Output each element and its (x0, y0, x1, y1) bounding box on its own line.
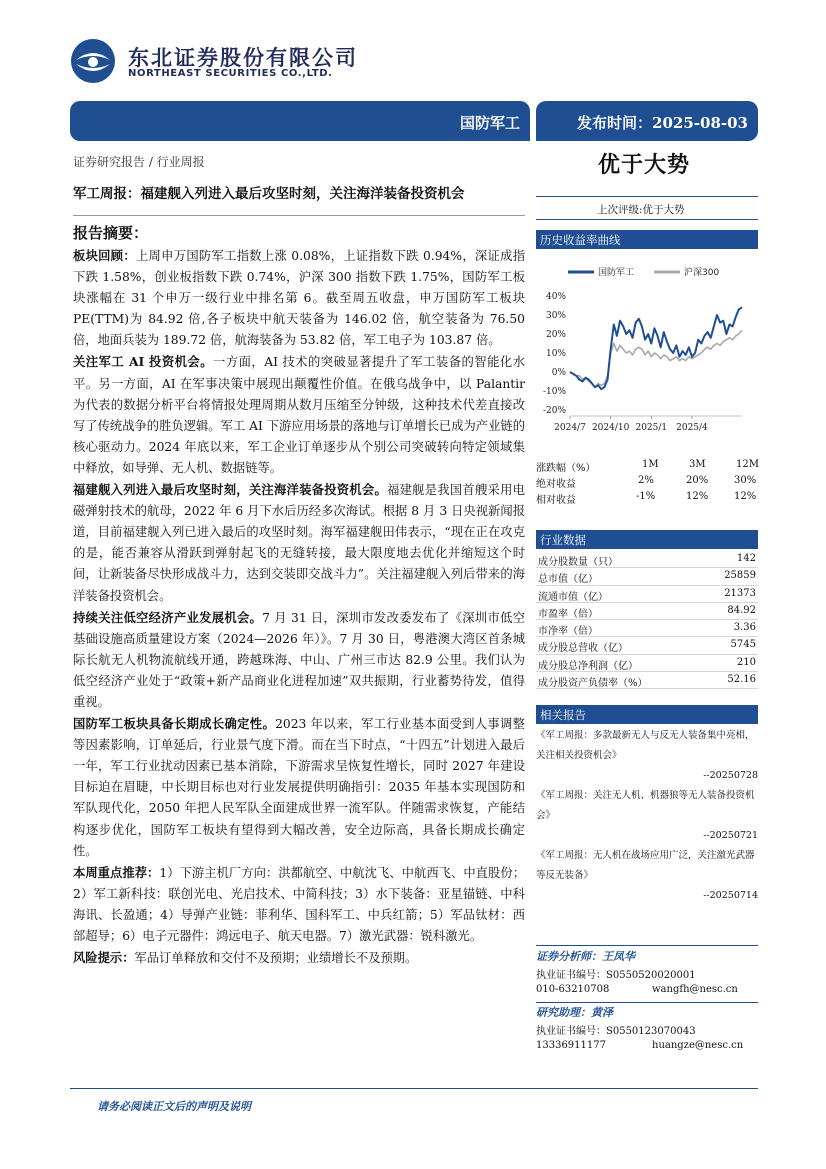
divider (536, 1002, 758, 1003)
paragraph-lead: 本周重点推荐： (73, 864, 160, 880)
x-tick-label: 2024/7 (554, 423, 586, 433)
paragraph (73, 479, 525, 607)
market-value: 21373 (724, 587, 756, 599)
publish-date: 发布时间：2025-08-03 (577, 114, 748, 132)
analyst-name: 证券分析师：王凤华 (536, 950, 635, 963)
related-report-date: --20250714 (703, 890, 758, 901)
performance-value: 30% (734, 475, 757, 486)
y-tick-label: 40% (545, 292, 566, 302)
paragraph-text: 福建舰是我国首艘采用电磁弹射技术的航母，2022 年 6 月下水后历经多次海试。根据 8 月 3 日央视新闻报道，目前福建舰入列已进入最后的攻坚时刻。海军福建舰田伟表示，“现在正在攻克的是，能否兼容从滑跃到弹射起飞的无缝转接，最大限度地去优化并缩短这个时间，让新装备尽快形成战斗力，达到交装即交战斗力”。关注福建舰入列后带来的海洋装备投资机会。 (73, 483, 525, 603)
previous-rating: 上次评级:优于大势 (597, 204, 685, 216)
related-report-date: --20250721 (703, 830, 758, 841)
related-report-link[interactable]: 《军工周报：无人机在战场应用广泛，关注激光武器等反无装备》 (536, 850, 755, 881)
summary-heading: 报告摘要： (73, 224, 149, 242)
related-section-header: 相关报告 (536, 705, 758, 724)
legend-label: 国防军工 (598, 268, 635, 278)
legend-label: 沪深300 (684, 268, 720, 278)
paragraph (73, 607, 525, 713)
performance-header-row (536, 459, 758, 475)
performance-header: 3M (689, 459, 706, 470)
market-key: 成分股总净利润（亿） (538, 660, 638, 672)
analyst-license: 执业证书编号：S0550520020001 (536, 970, 696, 981)
paragraph-text: 7 月 31 日，深圳市发改委发布了《深圳市低空基础设施高质量建设方案（2024—2026 年）》。7 月 30 日，粤港澳大湾区首条城际长航无人机物流航线开通，跨越珠海、中山、广州三市达 82.9 公里。我们认为低空经济产业处于“政策+新产品商业化进程加速”双共振期，行业蓄势待发，值得重视。 (73, 610, 525, 709)
y-tick-label: 0% (551, 368, 566, 378)
breadcrumb: 证券研究报告 / 行业周报 (73, 155, 205, 169)
divider (536, 196, 758, 197)
market-value: 3.36 (733, 622, 756, 634)
market-value: 25859 (724, 570, 756, 582)
series-line (570, 330, 742, 387)
assistant-phone: 13336911177 (536, 1040, 606, 1051)
performance-value: 2% (638, 475, 654, 486)
market-row (536, 620, 758, 637)
rating: 优于大势 (598, 152, 691, 178)
market-row (536, 603, 758, 620)
related-reports (536, 726, 758, 906)
summary-body (73, 245, 525, 969)
market-row (536, 568, 758, 585)
related-report-date: --20250728 (703, 770, 758, 781)
sector-label: 国防军工 (459, 114, 520, 132)
performance-value: 12% (686, 491, 709, 502)
paragraph-lead: 关注军工 AI 投资机会。 (73, 354, 214, 370)
footer-divider (70, 1088, 758, 1089)
performance-row (536, 491, 758, 507)
paragraph-text: 军品订单释放和交付不及预期；业绩增长不及预期。 (134, 951, 418, 966)
paragraph (73, 245, 525, 351)
market-row (536, 655, 758, 672)
paragraph-text: 1）下游主机厂方向：洪都航空、中航沈飞、中航西飞、中直股份；2）军工新科技：联创光电、光启技术、中简科技；3）水下装备：亚星锚链、中科海讯、长盈通；4）导弹产业链：菲利华、国科军工、中兵红箭；5）军品钛材：西部超导；6）电子元器件：鸿远电子、航天电器。7）激光武器：锐科激光。 (73, 865, 525, 943)
divider (536, 219, 758, 220)
brand-name-cn: 东北证券股份有限公司 (128, 46, 358, 70)
related-report-link[interactable]: 《军工周报：关注无人机、机器狼等无人装备投资机会》 (536, 790, 755, 821)
paragraph (73, 713, 525, 862)
paragraph-lead: 风险提示： (73, 950, 135, 966)
y-tick-label: 10% (545, 349, 566, 359)
market-row (536, 672, 758, 689)
performance-header: 1M (642, 459, 659, 470)
y-tick-label: 30% (545, 311, 566, 321)
paragraph (73, 862, 525, 947)
paragraph (73, 351, 525, 479)
market-value: 52.16 (727, 674, 756, 686)
market-key: 成分股总营收（亿） (538, 643, 628, 655)
publish-banner (536, 101, 758, 141)
company-logo (70, 38, 116, 84)
x-tick-label: 2024/10 (591, 423, 630, 433)
market-value: 210 (736, 656, 756, 668)
market-value: 5745 (730, 639, 756, 651)
market-row (536, 586, 758, 603)
market-key: 总市值（亿） (538, 574, 598, 586)
y-tick-label: -20% (542, 406, 566, 416)
market-row (536, 637, 758, 654)
market-value: 84.92 (727, 604, 756, 616)
x-tick-label: 2025/1 (635, 423, 668, 433)
performance-label: 相对收益 (536, 495, 576, 506)
market-key: 流通市值（亿） (538, 591, 608, 603)
related-report-link[interactable]: 《军工周报：多款最新无人与反无人装备集中亮相，关注相关投资机会》 (536, 730, 755, 761)
performance-row (536, 475, 758, 491)
market-table (536, 551, 758, 689)
divider (536, 945, 758, 946)
market-key: 市盈率（倍） (538, 608, 598, 620)
performance-label: 绝对收益 (536, 479, 576, 490)
x-tick-label: 2025/4 (676, 423, 708, 433)
analyst-phone: 010-63210708 (536, 984, 610, 995)
market-value: 142 (736, 553, 756, 564)
paragraph-lead: 福建舰入列进入最后攻坚时刻，关注海洋装备投资机会。 (73, 482, 388, 498)
paragraph-text: 上周申万国防军工指数上涨 0.08%，上证指数下跌 0.94%，深证成指下跌 1.58%，创业板指数下跌 0.74%，沪深 300 指数下跌 1.75%，国防军工板块涨幅在 31 个申万一级行业中排名第 6。截至周五收盘，申万国防军工板块PE(TTM)为 84.92 倍,各子板块中航天装备为 146.02 倍，航空装备为 76.50 倍，地面兵装为 189.72 倍，航海装备为 53.82 倍，军工电子为 103.87 倍。 (73, 249, 525, 348)
market-section-header: 行业数据 (536, 530, 758, 549)
market-row (536, 551, 758, 568)
paragraph-text: 2023 年以来，军工行业基本面受到人事调整等因素影响，订单延后，行业景气度下滑。而在当下时点，“十四五”计划进入最后一年，军工行业扰动因素已基本消除，下游需求呈恢复性增长，同时 2027 年建设目标迫在眉睫，中长期目标也对行业发展提供明确指引：2035 年基本实现国防和军队现代化，2050 年把人民军队全面建成世界一流军队。伴随需求恢复，产能结构逐步优化，国防军工板块有望得到大幅改善，安全边际高，具备长期成长确定性。 (73, 717, 525, 858)
performance-table (536, 459, 758, 507)
paragraph (73, 947, 525, 969)
report-title: 军工周报：福建舰入列进入最后攻坚时刻，关注海洋装备投资机会 (73, 186, 465, 202)
paragraph-lead: 国防军工板块具备长期成长确定性。 (73, 716, 276, 732)
brand-name-en: NORTHEAST SECURITIES CO.,LTD. (128, 68, 333, 79)
analyst-email[interactable]: wangfh@nesc.cn (652, 984, 738, 995)
performance-header: 涨跌幅（%） (536, 463, 596, 474)
paragraph-lead: 持续关注低空经济产业发展机会。 (73, 609, 263, 625)
assistant-license: 执业证书编号：S0550123070043 (536, 1026, 696, 1037)
series-line (570, 307, 742, 389)
market-key: 成分股资产负债率（%） (538, 678, 648, 690)
performance-value: -1% (636, 491, 656, 502)
paragraph-lead: 板块回顾： (73, 248, 136, 263)
market-key: 市净率（倍） (538, 626, 598, 638)
return-chart (536, 258, 758, 434)
performance-header: 12M (736, 459, 759, 470)
performance-value: 20% (686, 475, 709, 486)
divider (73, 215, 525, 216)
performance-value: 12% (734, 491, 757, 502)
footer-disclaimer: 请务必阅读正文后的声明及说明 (97, 1100, 251, 1113)
y-tick-label: 20% (545, 330, 566, 340)
paragraph-text: 一方面，AI 技术的突破显著提升了军工装备的智能化水平。另一方面，AI 在军事决策中展现出颠覆性价值。在俄乌战争中，以 Palantir 为代表的数据分析平台将情报处理周期从数月压缩至分钟级，这种技术代差直接改写了传统战争的胜负逻辑。军工 AI 下游应用场景的落地与订单增长已成为产业链的核心驱动力。2024 年底以来，军工企业订单逐步从个别公司突破转向特定领域集中释放，如导弹、无人机、数据链等。 (73, 355, 525, 475)
sector-banner (70, 101, 530, 141)
market-key: 成分股数量（只） (538, 557, 618, 568)
y-tick-label: -10% (542, 387, 566, 397)
assistant-email[interactable]: huangze@nesc.cn (652, 1040, 744, 1051)
chart-section-header: 历史收益率曲线 (536, 230, 758, 249)
assistant-name: 研究助理：黄泽 (536, 1006, 613, 1019)
